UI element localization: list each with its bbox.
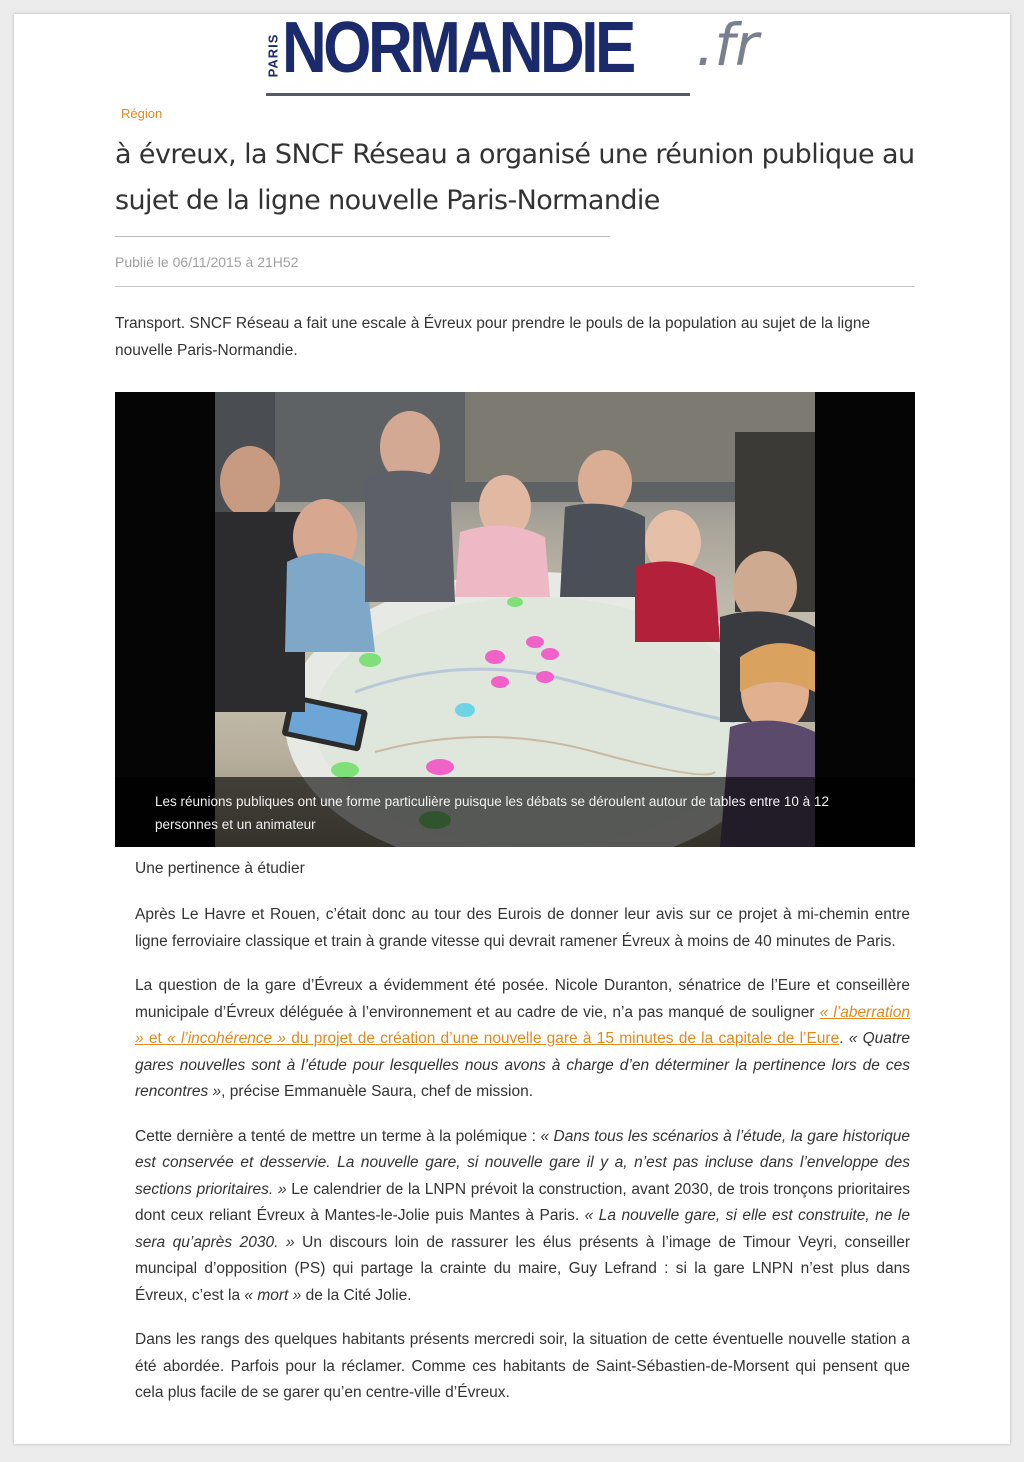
category-link[interactable]: Région	[121, 106, 163, 121]
article-photo[interactable]	[115, 392, 915, 847]
article-title: à évreux, la SNCF Réseau a organisé une réunion publique au sujet de la ligne nouvelle Paris-Normandie	[115, 139, 915, 216]
article-lead: Transport. SNCF Réseau a fait une escale à Évreux pour prendre le pouls de la population au sujet de la ligne nouvelle Paris-Normandie.	[115, 315, 871, 359]
paragraph-4: Dans les rangs des quelques habitants présents mercredi soir, la situation de cette éventuelle nouvelle station a été abordée. Parfois pour la réclamer. Comme ces habitants de Saint-Sébastien-de-Morsent qui pensent que cela plus facile de se garer qu’en centre-ville d’Évreux.	[135, 1331, 910, 1401]
paragraph-3: Cette dernière a tenté de mettre un terme à la polémique : « Dans tous les scénarios à l’étude, la gare historique est conservée et desservie. La nouvelle gare, si nouvelle gare il y a, n’est pas incluse dans l’enveloppe des sections prioritaires. » Le calendrier de la LNPN prévoit la construction, avant 2030, de trois tronçons prioritaires dont ceux reliant Évreux à Mantes-le-Jolie puis Mantes à Paris. « La nouvelle gare, si elle est construite, ne le sera qu’après 2030. » Un discours loin de rassurer les élus présents à l’image de Timour Veyri, conseiller muncipal d’opposition (PS) qui partage la crainte du maire, Guy Lefrand : si la gare LNPN n’est plus dans Évreux, c’est la « mort » de la Cité Jolie.	[135, 1127, 911, 1304]
photo-caption-bar	[115, 777, 915, 847]
article-page	[14, 14, 1010, 1444]
paragraph-1: Après Le Havre et Rouen, c’était donc au tour des Eurois de donner leur avis sur ce projet à mi-chemin entre ligne ferroviaire classique et train à grande vitesse qui devrait ramener Évreux à moins de 40 minutes de Paris.	[135, 906, 910, 950]
paragraph-2: La question de la gare d’Évreux a évidemment été posée. Nicole Duranton, sénatrice de l’Eure et conseillère municipale d’Évreux déléguée à l’environnement et au cadre de vie, n’a pas manqué de souligner « l’aberration » et « l’incohérence » du projet de création d’une nouvelle gare à 15 minutes de la capitale de l’Eure. « Quatre gares nouvelles sont à l’étude pour lesquelles nous avons à charge d’en déterminer la pertinence lors de ces rencontres », précise Emmanuèle Saura, chef de mission.	[135, 977, 910, 1100]
quote-mort: « mort »	[244, 1286, 302, 1304]
logo-underline	[266, 93, 690, 96]
logo-paris-text: PARIS	[265, 33, 281, 77]
article-subheading: Une pertinence à étudier	[135, 860, 305, 877]
logo-suffix-text: .fr	[696, 14, 759, 79]
quote-scenarios: « Dans tous les scénarios à l’étude, la gare historique est conservée et desservie. La nouvelle gare, si nouvelle gare il y a, n’est pas incluse dans l’enveloppe des sections prioritaires. »	[135, 1127, 910, 1198]
publish-date: Publié le 06/11/2015 à 21H52	[115, 254, 299, 270]
quote-2030: « La nouvelle gare, si elle est construite, ne le sera qu’après 2030. »	[135, 1207, 910, 1251]
logo-main-text: NORMANDIE	[282, 14, 633, 88]
photo-caption: Les réunions publiques ont une forme particulière puisque les débats se déroulent autour de tables entre 10 à 12 personnes et un animateur	[155, 794, 829, 832]
related-article-link[interactable]: « l’aberration » et « l’incohérence » du projet de création d’une nouvelle gare à 15 minutes de la capitale de l’Eure	[135, 1003, 910, 1047]
quote-saura: « Quatre gares nouvelles sont à l’étude pour lesquelles nous avons à charge d’en déterminer la pertinence lors de ces rencontres »	[135, 1030, 910, 1100]
title-divider	[115, 236, 610, 237]
date-divider	[115, 286, 915, 287]
article-body	[135, 902, 910, 1425]
site-logo[interactable]	[265, 14, 786, 100]
